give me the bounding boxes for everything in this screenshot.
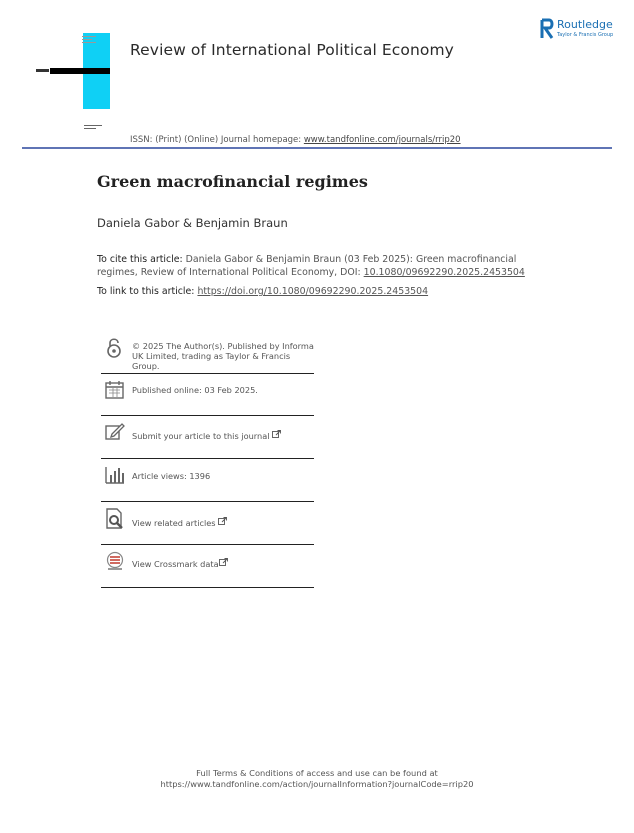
published-text: Published online: 03 Feb 2025. [132, 385, 258, 395]
calendar-icon [104, 379, 126, 401]
search-document-icon [104, 508, 126, 530]
crossmark-link[interactable] [132, 558, 228, 569]
issn-line [130, 135, 461, 145]
external-link-icon [218, 517, 227, 526]
bar-chart-icon [104, 464, 126, 486]
related-text: View related articles [132, 518, 216, 528]
footer-terms-url[interactable]: https://www.tandfonline.com/action/journalInformation?journalCode=rrip20 [160, 779, 474, 789]
journal-cover-thumbnail [32, 33, 110, 109]
submit-article-link[interactable] [132, 430, 281, 441]
footer-terms-text: Full Terms & Conditions of access and use can be found at [196, 768, 438, 778]
related-articles-link[interactable] [132, 517, 227, 528]
cover-text-lines [82, 36, 96, 45]
routledge-r-icon [540, 18, 555, 40]
submit-row[interactable] [101, 416, 314, 459]
cite-label: To cite this article: [97, 254, 183, 265]
edit-icon [104, 421, 126, 443]
crossmark-text: View Crossmark data [132, 559, 219, 569]
cite-text: Daniela Gabor & Benjamin Braun (03 Feb 2025): Green macrofinancial regimes, Review of International Political Economy, DOI: [97, 254, 517, 278]
article-info-list [101, 334, 314, 588]
doi-link[interactable]: 10.1080/09692290.2025.2453504 [363, 266, 525, 278]
issn-prefix: ISSN: (Print) (Online) Journal homepage: [130, 135, 304, 145]
footer [0, 768, 634, 790]
citation-block [97, 254, 527, 279]
external-link-icon [272, 430, 281, 439]
submit-text: Submit your article to this journal [132, 431, 270, 441]
brand-subtitle: Taylor & Francis Group [557, 32, 614, 38]
cover-title-band [50, 68, 110, 74]
brand-name: Routledge [557, 18, 613, 31]
cover-publisher-logo [84, 125, 102, 131]
header-divider [22, 147, 612, 149]
article-doi-url[interactable]: https://doi.org/10.1080/09692290.2025.2453504 [197, 286, 429, 297]
views-text: Article views: 1396 [132, 471, 211, 481]
article-title: Green macrofinancial regimes [97, 172, 368, 191]
cover-band-left [36, 69, 49, 72]
routledge-logo[interactable] [540, 18, 616, 42]
crossmark-icon [104, 551, 126, 573]
license-row [101, 334, 314, 374]
journal-homepage-link[interactable]: www.tandfonline.com/journals/rrip20 [303, 135, 461, 145]
link-label: To link to this article: [97, 286, 198, 297]
license-text: © 2025 The Author(s). Published by Informa UK Limited, trading as Taylor & Francis Group. [132, 341, 314, 371]
published-row [101, 374, 314, 416]
related-row[interactable] [101, 502, 314, 545]
article-link-block [97, 286, 428, 297]
open-access-icon [104, 337, 126, 359]
article-authors: Daniela Gabor & Benjamin Braun [97, 216, 288, 230]
external-link-icon [219, 558, 228, 567]
journal-title: Review of International Political Economy [130, 41, 454, 59]
crossmark-row[interactable] [101, 545, 314, 588]
views-row [101, 459, 314, 502]
